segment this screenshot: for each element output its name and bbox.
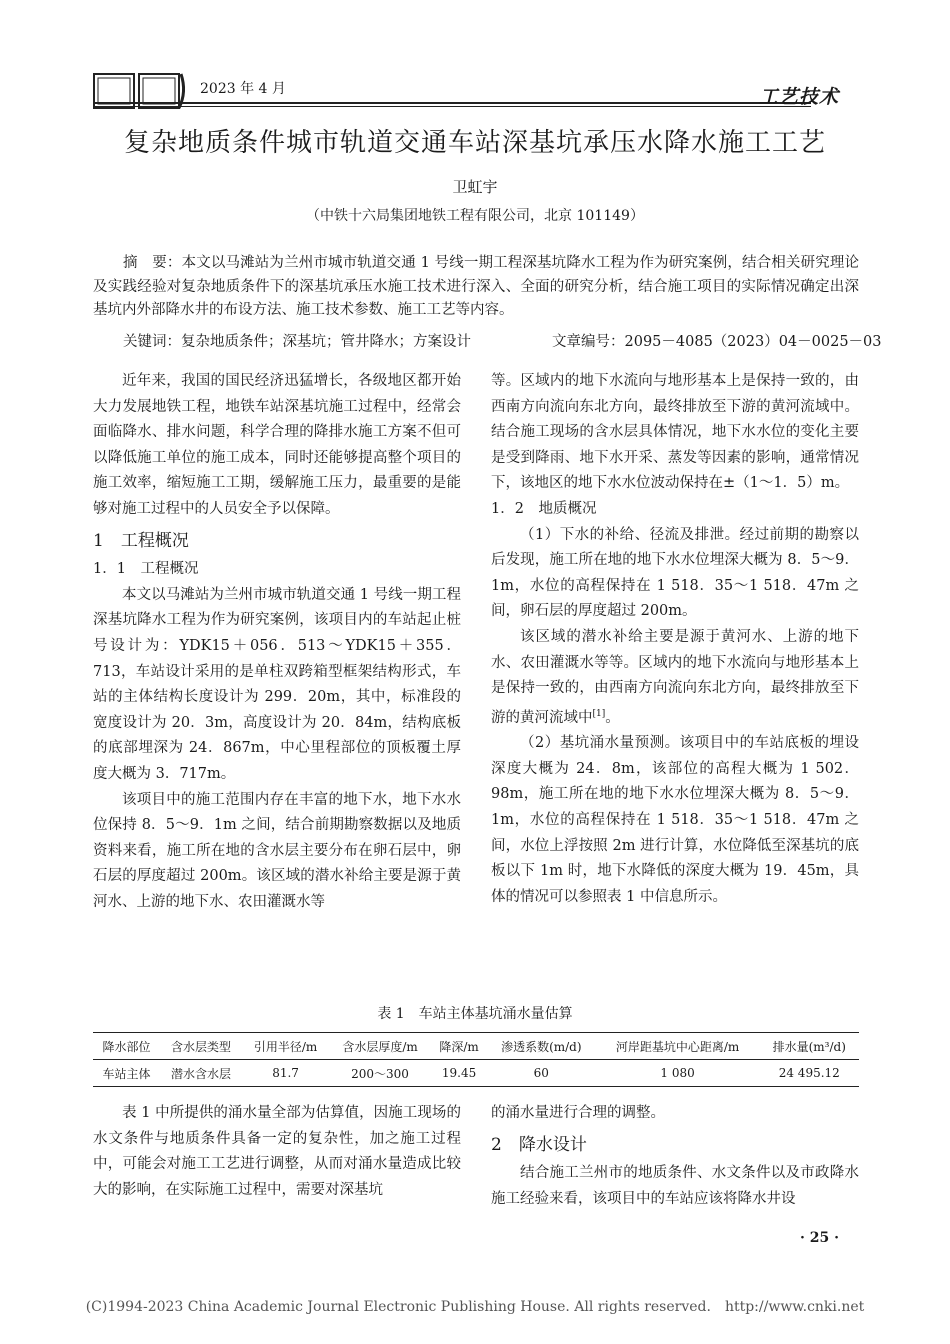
paragraph: （1）下水的补给、径流及排泄。经过前期的勘察以后发现，施工所在地的地下水水位埋深大概为 8．5～9．1m，水位的高程保持在 1 518．35～1 518．47m 之间，卵石层的厚度超过 200m。: [491, 526, 859, 620]
abstract-label: 摘 要：: [123, 255, 182, 271]
left-column-lower: [93, 1101, 461, 1203]
right-column: [491, 369, 859, 910]
right-column-lower: [491, 1101, 859, 1212]
paragraph: 等。区域内的地下水流向与地形基本上是保持一致的，由西南方向流向东北方向，最终排放至下游的黄河流域中。结合施工现场的含水层具体情况，地下水水位的变化主要是受到降雨、地下水开采、蒸发等因素的影响，通常情况下，该地区的地下水水位波动保持在±（1～1．5）m。: [491, 373, 859, 492]
paragraph-text: 该区域的潜水补给主要是源于黄河水、上游的地下水、农田灌溉水等等。区域内的地下水流向与地形基本上是保持一致的，由西南方向流向东北方向，最终排放至下游的黄河流域中: [491, 628, 859, 726]
journal-logo-icon: [93, 72, 189, 110]
copyright-footer: (C)1994-2023 China Academic Journal Electronic Publishing House. All rights reserved. http://www.cnki.net: [85, 1299, 865, 1315]
table-cell: 19.45: [441, 1066, 477, 1080]
left-column: [93, 369, 461, 915]
affiliation: （中铁十六局集团地铁工程有限公司，北京 101149）: [306, 208, 644, 224]
paragraph: 本文以马滩站为兰州市城市轨道交通 1 号线一期工程深基坑降水工程为作为研究案例，该项目内的车站起止桩号设计为：YDK15＋056．513～YDK15＋355．713，车站设计采用的是单柱双跨箱型框架结构形式，车站的主体结构长度设计为 299．20m，其中，标准段的宽度设计为 20．3m，高度设计为 20．84m，结构底板的底部埋深为 24．867m，中心里程部位的顶板覆土厚度大概为 3．717m。: [93, 586, 461, 782]
abstract-text: 本文以马滩站为兰州市城市轨道交通 1 号线一期工程深基坑降水工程为作为研究案例，结合相关研究理论及实践经验对复杂地质条件下的深基坑承压水施工技术进行深入、全面的研究分析，结合施工项目的实际情况确定出深基坑内外部降水井的布设方法、施工技术参数、施工工艺等内容。: [93, 255, 860, 318]
table-cell: 潜水含水层: [171, 1066, 232, 1081]
section-heading-1-2: 1．2 地质概况: [491, 500, 597, 517]
article-number-label: 文章编号：: [552, 334, 625, 350]
paragraph: 近年来，我国的国民经济迅猛增长，各级地区都开始大力发展地铁工程，地铁车站深基坑施工过程中，经常会面临降水、排水问题，科学合理的降排水施工方案不但可以降低施工单位的施工成本，同时还能够提高整个项目的施工效率，缩短施工工期，缓解施工压力，最重要的是能够对施工过程中的人员安全予以保障。: [93, 373, 461, 517]
table-header: 降水部位: [102, 1039, 151, 1054]
paragraph-end: 。: [605, 709, 620, 726]
article-number: [552, 330, 882, 351]
data-table: [93, 1032, 859, 1087]
page-number: · 25 ·: [800, 1230, 839, 1246]
paragraph: 该项目中的施工范围内存在丰富的地下水，地下水水位保持 8．5～9．1m 之间，结合前期勘察数据以及地质资料来看，施工所在地的含水层主要分布在卵石层中，卵石层的厚度超过 200m。该区域的潜水补给主要是源于黄河水、上游的地下水、农田灌溉水等: [93, 791, 461, 910]
table-header: 河岸距基坑中心距离/m: [615, 1039, 740, 1054]
table-header: 含水层类型: [171, 1039, 232, 1054]
table-caption: 表 1 车站主体基坑涌水量估算: [377, 1006, 573, 1022]
section-heading-1: 1 工程概况: [93, 530, 189, 551]
table-row: [93, 1060, 859, 1087]
header-rule: [93, 102, 811, 104]
table-cell: 24 495.12: [778, 1066, 840, 1080]
section-tag: 工艺技术: [758, 86, 839, 108]
table-header: 渗透系数(m/d): [501, 1039, 582, 1054]
keywords: [123, 330, 471, 351]
table-cell: 81.7: [272, 1066, 299, 1080]
issue-date: 2023 年 4 月: [200, 81, 286, 97]
abstract: [93, 252, 859, 323]
header-rule-thin: [93, 106, 811, 107]
section-heading-1-1: 1．1 工程概况: [93, 561, 199, 578]
keywords-label: 关键词：: [123, 334, 181, 350]
table-header: 引用半径/m: [253, 1039, 318, 1054]
table-cell: 车站主体: [102, 1066, 151, 1081]
table-cell: 1 080: [660, 1066, 695, 1080]
paragraph: 的涌水量进行合理的调整。: [491, 1105, 665, 1121]
table-cell: 60: [533, 1066, 549, 1080]
keywords-text: 复杂地质条件；深基坑；管井降水；方案设计: [181, 334, 471, 350]
article-number-text: 2095－4085（2023）04－0025－03: [624, 334, 882, 350]
table-header: 降深/m: [439, 1039, 479, 1054]
paragraph: （2）基坑涌水量预测。该项目中的车站底板的埋设深度大概为 24．8m，该部位的高程大概为 1 502．98m，施工所在地的地下水水位埋深大概为 8．5～9．1m，水位的高程保持在 1 518．35～1 518．47m 之间，水位上浮按照 2m 进行计算，水位降低至深基坑的底板以下 1m 时，地下水降低的深度大概为 19．45m，具体的情况可以参照表 1 中信息所示。: [491, 735, 859, 905]
table-header: 含水层厚度/m: [342, 1039, 418, 1054]
citation-ref[interactable]: [1]: [592, 708, 606, 719]
paragraph: 表 1 中所提供的涌水量全部为估算值，因施工现场的水文条件与地质条件具备一定的复杂性，加之施工过程中，可能会对施工工艺进行调整，从而对涌水量造成比较大的影响，在实际施工过程中，需要对深基坑: [93, 1105, 461, 1198]
section-heading-2: 2 降水设计: [491, 1134, 587, 1155]
journal-logo: [93, 72, 189, 110]
paragraph: [491, 625, 859, 731]
table-header: 排水量(m³/d): [772, 1039, 846, 1054]
author: 卫虹宇: [452, 178, 498, 196]
table-header-row: [93, 1033, 859, 1060]
table-cell: 200～300: [351, 1066, 409, 1081]
paper-title: 复杂地质条件城市轨道交通车站深基坑承压水降水施工工艺: [123, 128, 826, 158]
paragraph: 结合施工兰州市的地质条件、水文条件以及市政降水施工经验来看，该项目中的车站应该将降水井设: [491, 1165, 859, 1207]
